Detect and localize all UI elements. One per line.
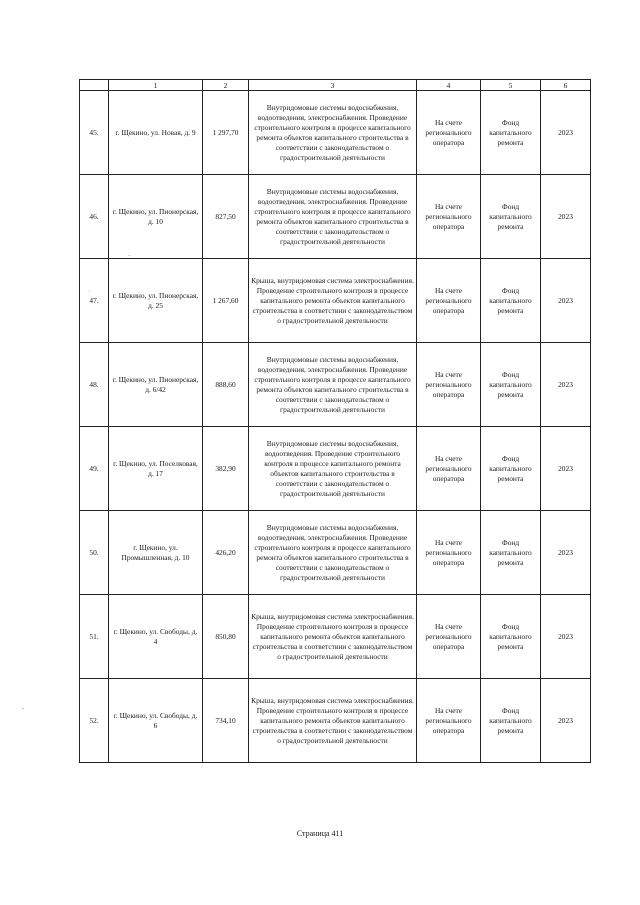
row-fund-method: На счете регионального оператора: [417, 511, 481, 595]
row-work-types: Внутридомовые системы водоснабжения, водоотведения, электроснабжения. Проведение строительного контроля в процессе капитального ремонта объектов капитального строительства в соответствии с законодательством о градостроительной деятельности: [249, 175, 417, 259]
row-year: 2023: [541, 679, 591, 763]
row-number: 45.: [80, 91, 109, 175]
row-number: 50.: [80, 511, 109, 595]
header-cell-4: 4: [417, 80, 481, 91]
page-number: Страница 411: [296, 829, 344, 838]
header-cell-5: 5: [481, 80, 541, 91]
row-work-types: Крыша, внутридомовая система электроснабжения. Проведение строительного контроля в процессе капитального ремонта объектов капитального строительства в соответствии с законодательством о градостроительной деятельности: [249, 595, 417, 679]
table-row: [80, 343, 591, 427]
row-funding-source: Фонд капитального ремонта: [481, 679, 541, 763]
header-cell-6: 6: [541, 80, 591, 91]
row-address: г. Щекино, ул. Промышленная, д. 10: [109, 511, 203, 595]
table-row: [80, 175, 591, 259]
table-row: [80, 679, 591, 763]
row-area: 734,10: [203, 679, 249, 763]
row-fund-method: На счете регионального оператора: [417, 175, 481, 259]
row-year: 2023: [541, 175, 591, 259]
repair-program-table: [79, 79, 591, 763]
header-cell-1: 1: [109, 80, 203, 91]
row-fund-method: На счете регионального оператора: [417, 427, 481, 511]
row-address: г. Щекино, ул. Пионерская, д. 10: [109, 175, 203, 259]
row-year: 2023: [541, 511, 591, 595]
row-year: 2023: [541, 343, 591, 427]
row-number: 46.: [80, 175, 109, 259]
row-address: г. Щекино, ул. Свободы, д. 6: [109, 679, 203, 763]
row-year: 2023: [541, 595, 591, 679]
row-funding-source: Фонд капитального ремонта: [481, 343, 541, 427]
row-address: г. Щекино, ул. Пионерская, д. 25: [109, 259, 203, 343]
row-number: 52.: [80, 679, 109, 763]
table-row: [80, 427, 591, 511]
row-fund-method: На счете регионального оператора: [417, 343, 481, 427]
row-area: 827,50: [203, 175, 249, 259]
row-area: 382,90: [203, 427, 249, 511]
row-work-types: Внутридомовые системы водоснабжения, водоотведения. Проведение строительного контроля в процессе капитального ремонта объектов капитального строительства в соответствии с законодательством о градостроительной деятельности: [249, 427, 417, 511]
row-work-types: Крыша, внутридомовая система электроснабжения. Проведение строительного контроля в процессе капитального ремонта объектов капитального строительства в соответствии с законодательством о градостроительной деятельности: [249, 259, 417, 343]
row-funding-source: Фонд капитального ремонта: [481, 259, 541, 343]
row-funding-source: Фонд капитального ремонта: [481, 511, 541, 595]
row-funding-source: Фонд капитального ремонта: [481, 427, 541, 511]
row-area: 888,60: [203, 343, 249, 427]
row-funding-source: Фонд капитального ремонта: [481, 175, 541, 259]
row-work-types: Внутридомовые системы водоснабжения, водоотведения, электроснабжения. Проведение строительного контроля в процессе капитального ремонта объектов капитального строительства в соответствии с законодательством о градостроительной деятельности: [249, 343, 417, 427]
row-year: 2023: [541, 259, 591, 343]
row-fund-method: На счете регионального оператора: [417, 595, 481, 679]
header-cell-blank: [80, 80, 109, 91]
row-fund-method: На счете регионального оператора: [417, 91, 481, 175]
scan-speck: ˌ: [88, 284, 91, 292]
table-row: [80, 595, 591, 679]
row-fund-method: На счете регионального оператора: [417, 679, 481, 763]
row-number: 47.: [80, 259, 109, 343]
row-fund-method: На счете регионального оператора: [417, 259, 481, 343]
scan-speck: ·: [22, 705, 25, 713]
table-row: [80, 259, 591, 343]
row-address: г. Щекино, ул. Новая, д. 9: [109, 91, 203, 175]
row-area: 1 297,70: [203, 91, 249, 175]
row-number: 48.: [80, 343, 109, 427]
table-row: [80, 91, 591, 175]
row-year: 2023: [541, 427, 591, 511]
row-area: 1 267,60: [203, 259, 249, 343]
row-address: г. Щекино, ул. Пионерская, д. 6/42: [109, 343, 203, 427]
row-number: 51.: [80, 595, 109, 679]
row-year: 2023: [541, 91, 591, 175]
row-work-types: Внутридомовые системы водоснабжения, водоотведения, электроснабжения. Проведение строительного контроля в процессе капитального ремонта объектов капитального строительства в соответствии с законодательством о градостроительной деятельности: [249, 91, 417, 175]
row-funding-source: Фонд капитального ремонта: [481, 595, 541, 679]
scan-speck: `: [128, 254, 131, 262]
table-row: [80, 511, 591, 595]
row-area: 850,80: [203, 595, 249, 679]
row-address: г. Щекино, ул. Свободы, д. 4: [109, 595, 203, 679]
header-cell-3: 3: [249, 80, 417, 91]
row-work-types: Крыша, внутридомовая система электроснабжения. Проведение строительного контроля в процессе капитального ремонта объектов капитального строительства в соответствии с законодательством о градостроительной деятельности: [249, 679, 417, 763]
row-number: 49.: [80, 427, 109, 511]
row-funding-source: Фонд капитального ремонта: [481, 91, 541, 175]
header-cell-2: 2: [203, 80, 249, 91]
header-row: [80, 80, 591, 91]
row-address: г. Щекино, ул. Поселковая, д. 17: [109, 427, 203, 511]
row-area: 426,20: [203, 511, 249, 595]
row-work-types: Внутридомовые системы водоснабжения, водоотведения, электроснабжения. Проведение строительного контроля в процессе капитального ремонта объектов капитального строительства в соответствии с законодательством о градостроительной деятельности: [249, 511, 417, 595]
